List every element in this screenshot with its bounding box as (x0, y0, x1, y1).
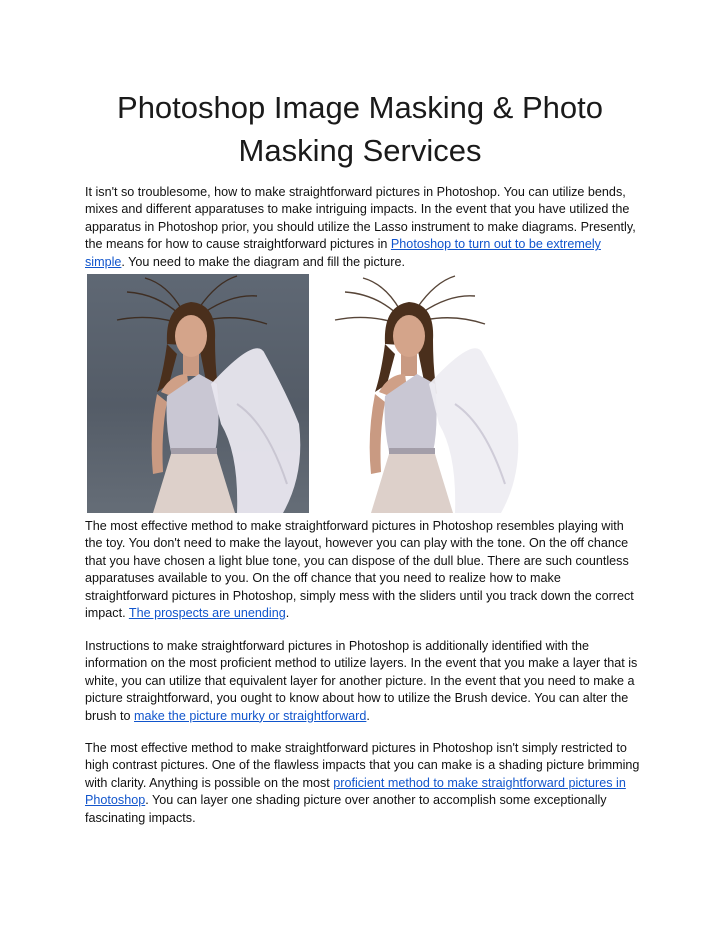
paragraph-toy (85, 518, 640, 622)
page-title: Photoshop Image Masking & Photo Masking Services (117, 90, 603, 168)
link-photoshop-simple[interactable]: Photoshop to turn out to be extremely simple (85, 237, 601, 269)
original-photo (87, 274, 309, 513)
link-murky-straightforward[interactable]: make the picture murky or straightforward (134, 708, 367, 723)
paragraph-text: Instructions to make straightforward pictures in Photoshop is additionally identified with the information on the most proficient method to utilize layers. In the event that you make a layer that is white, you can utilize that equivalent layer for another picture. In the event that you need to make a picture straightforward, you ought to know about how to utilize the Brush device. You can alter the brush to (85, 639, 638, 723)
paragraph-text: . You can layer one shading picture over another to accomplish some exceptionally fascinating impacts. (85, 793, 607, 825)
link-proficient-method[interactable]: proficient method to make straightforward pictures in Photoshop (85, 775, 626, 808)
masked-photo (309, 274, 528, 513)
paragraph-text: . (285, 606, 290, 621)
paragraph-text: The most effective method to make straightforward pictures in Photoshop isn't simply restricted to high contrast pictures. One of the flawless impacts that you can make is a shading picture brimming with clarity. Anything is possible on the most (85, 741, 640, 790)
paragraph-text: The most effective method to make straightforward pictures in Photoshop resembles playing with the toy. You don't need to make the layout, however you can play with the tone. On the off chance that you have chosen a light blue tone, you can dispose of the dull blue. There are such countless apparatuses available to you. On the off chance that you need to realize how to make straightforward pictures in Photoshop, simply mess with the sliders until you track down the correct impact. (85, 519, 634, 621)
paragraph-text: . You need to make the diagram and fill the picture. (121, 254, 405, 269)
paragraph-layers (85, 638, 640, 725)
before-after-figure (87, 274, 528, 513)
paragraph-contrast (85, 740, 640, 827)
paragraph-text: . (366, 708, 370, 723)
link-prospects-unending[interactable]: The prospects are unending (128, 606, 286, 621)
paragraph-intro (85, 184, 640, 271)
paragraph-text: It isn't so troublesome, how to make straightforward pictures in Photoshop. You can utilize bends, mixes and different apparatuses to make intriguing impacts. In the event that you have utilized the apparatus in Photoshop prior, you should utilize the Lasso instrument to make diagrams. Presently, the means for how to cause straightforward pictures in (85, 185, 636, 252)
